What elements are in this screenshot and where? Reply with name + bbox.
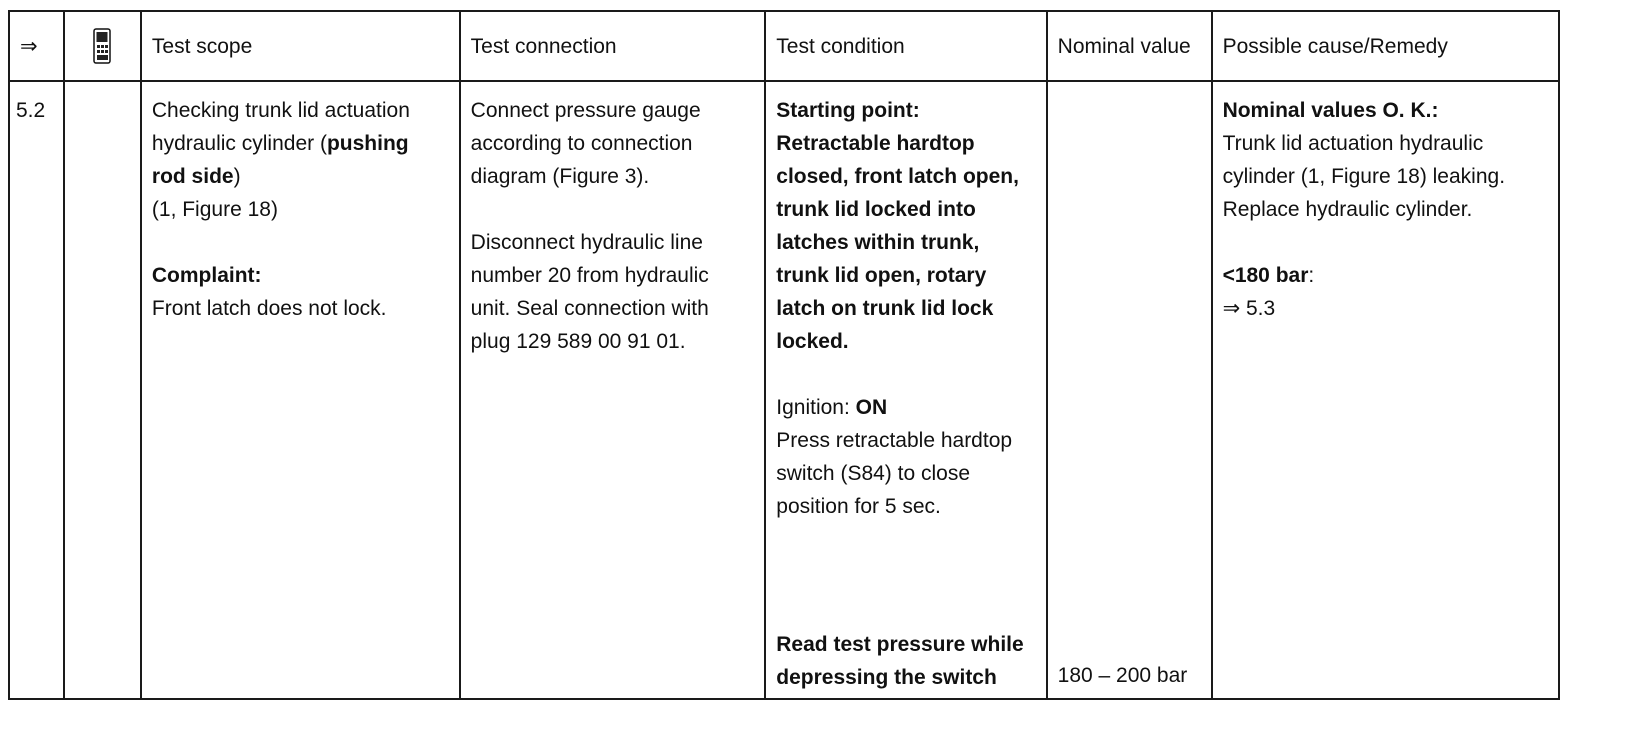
connection-line: plug 129 589 00 91 01. — [470, 330, 686, 353]
test-scope-cell — [141, 81, 460, 699]
condition-line: trunk lid open, rotary — [776, 264, 987, 287]
nominal-value-header: Nominal value — [1047, 11, 1212, 81]
step-reference: ⇒ 5.3 — [1222, 297, 1276, 320]
scope-line: rod side) — [151, 165, 241, 188]
cause-line: cylinder (1, Figure 18) leaking. — [1222, 165, 1506, 188]
condition-line: position for 5 sec. — [776, 495, 941, 518]
condition-line: locked. — [776, 330, 849, 353]
connection-line: number 20 from hydraulic — [470, 264, 709, 287]
condition-line: switch (S84) to close — [776, 462, 971, 485]
complaint-label: Complaint: — [151, 264, 262, 287]
header-row — [9, 11, 1559, 81]
condition-line: Starting point: — [776, 99, 920, 122]
step-number: 5.2 — [9, 81, 64, 699]
diagnosis-table — [8, 10, 1560, 700]
tester-header — [64, 11, 141, 81]
arrow-header: ⇒ — [9, 11, 64, 81]
scope-figure-ref: (1, Figure 18) — [151, 198, 278, 221]
nominal-value-cell — [1047, 81, 1212, 699]
scope-line: Checking trunk lid actuation — [151, 99, 410, 122]
cause-line: Replace hydraulic cylinder. — [1222, 198, 1473, 221]
cause-line: Trunk lid actuation hydraulic — [1222, 132, 1484, 155]
connection-line: according to connection — [470, 132, 693, 155]
test-condition-cell — [765, 81, 1046, 699]
scope-line: hydraulic cylinder (pushing — [151, 132, 409, 155]
connection-line: unit. Seal connection with — [470, 297, 709, 320]
condition-line: latch on trunk lid lock — [776, 297, 994, 320]
test-connection-cell — [460, 81, 766, 699]
condition-line: closed, front latch open, — [776, 165, 1019, 188]
condition-line: Press retractable hardtop — [776, 429, 1013, 452]
read-pressure-instruction: Read test pressure while depressing the switch — [776, 633, 1024, 689]
low-pressure-label: <180 bar: — [1222, 264, 1315, 287]
tester-cell — [64, 81, 141, 699]
connection-line: Connect pressure gauge — [470, 99, 701, 122]
test-condition-header: Test condition — [765, 11, 1046, 81]
condition-line: latches within trunk, — [776, 231, 980, 254]
possible-cause-cell — [1212, 81, 1559, 699]
nominal-value: 180 – 200 bar — [1057, 664, 1188, 687]
condition-line: Retractable hardtop — [776, 132, 975, 155]
table-row — [9, 81, 1559, 699]
nominal-ok-label: Nominal values O. K.: — [1222, 99, 1439, 122]
diagnostic-tester-icon — [93, 28, 111, 64]
test-connection-header: Test connection — [460, 11, 766, 81]
ignition-line: Ignition: ON — [776, 396, 888, 419]
possible-cause-header: Possible cause/Remedy — [1212, 11, 1559, 81]
connection-line: diagram (Figure 3). — [470, 165, 650, 188]
complaint-text: Front latch does not lock. — [151, 297, 387, 320]
condition-line: trunk lid locked into — [776, 198, 976, 221]
test-scope-header: Test scope — [141, 11, 460, 81]
connection-line: Disconnect hydraulic line — [470, 231, 703, 254]
